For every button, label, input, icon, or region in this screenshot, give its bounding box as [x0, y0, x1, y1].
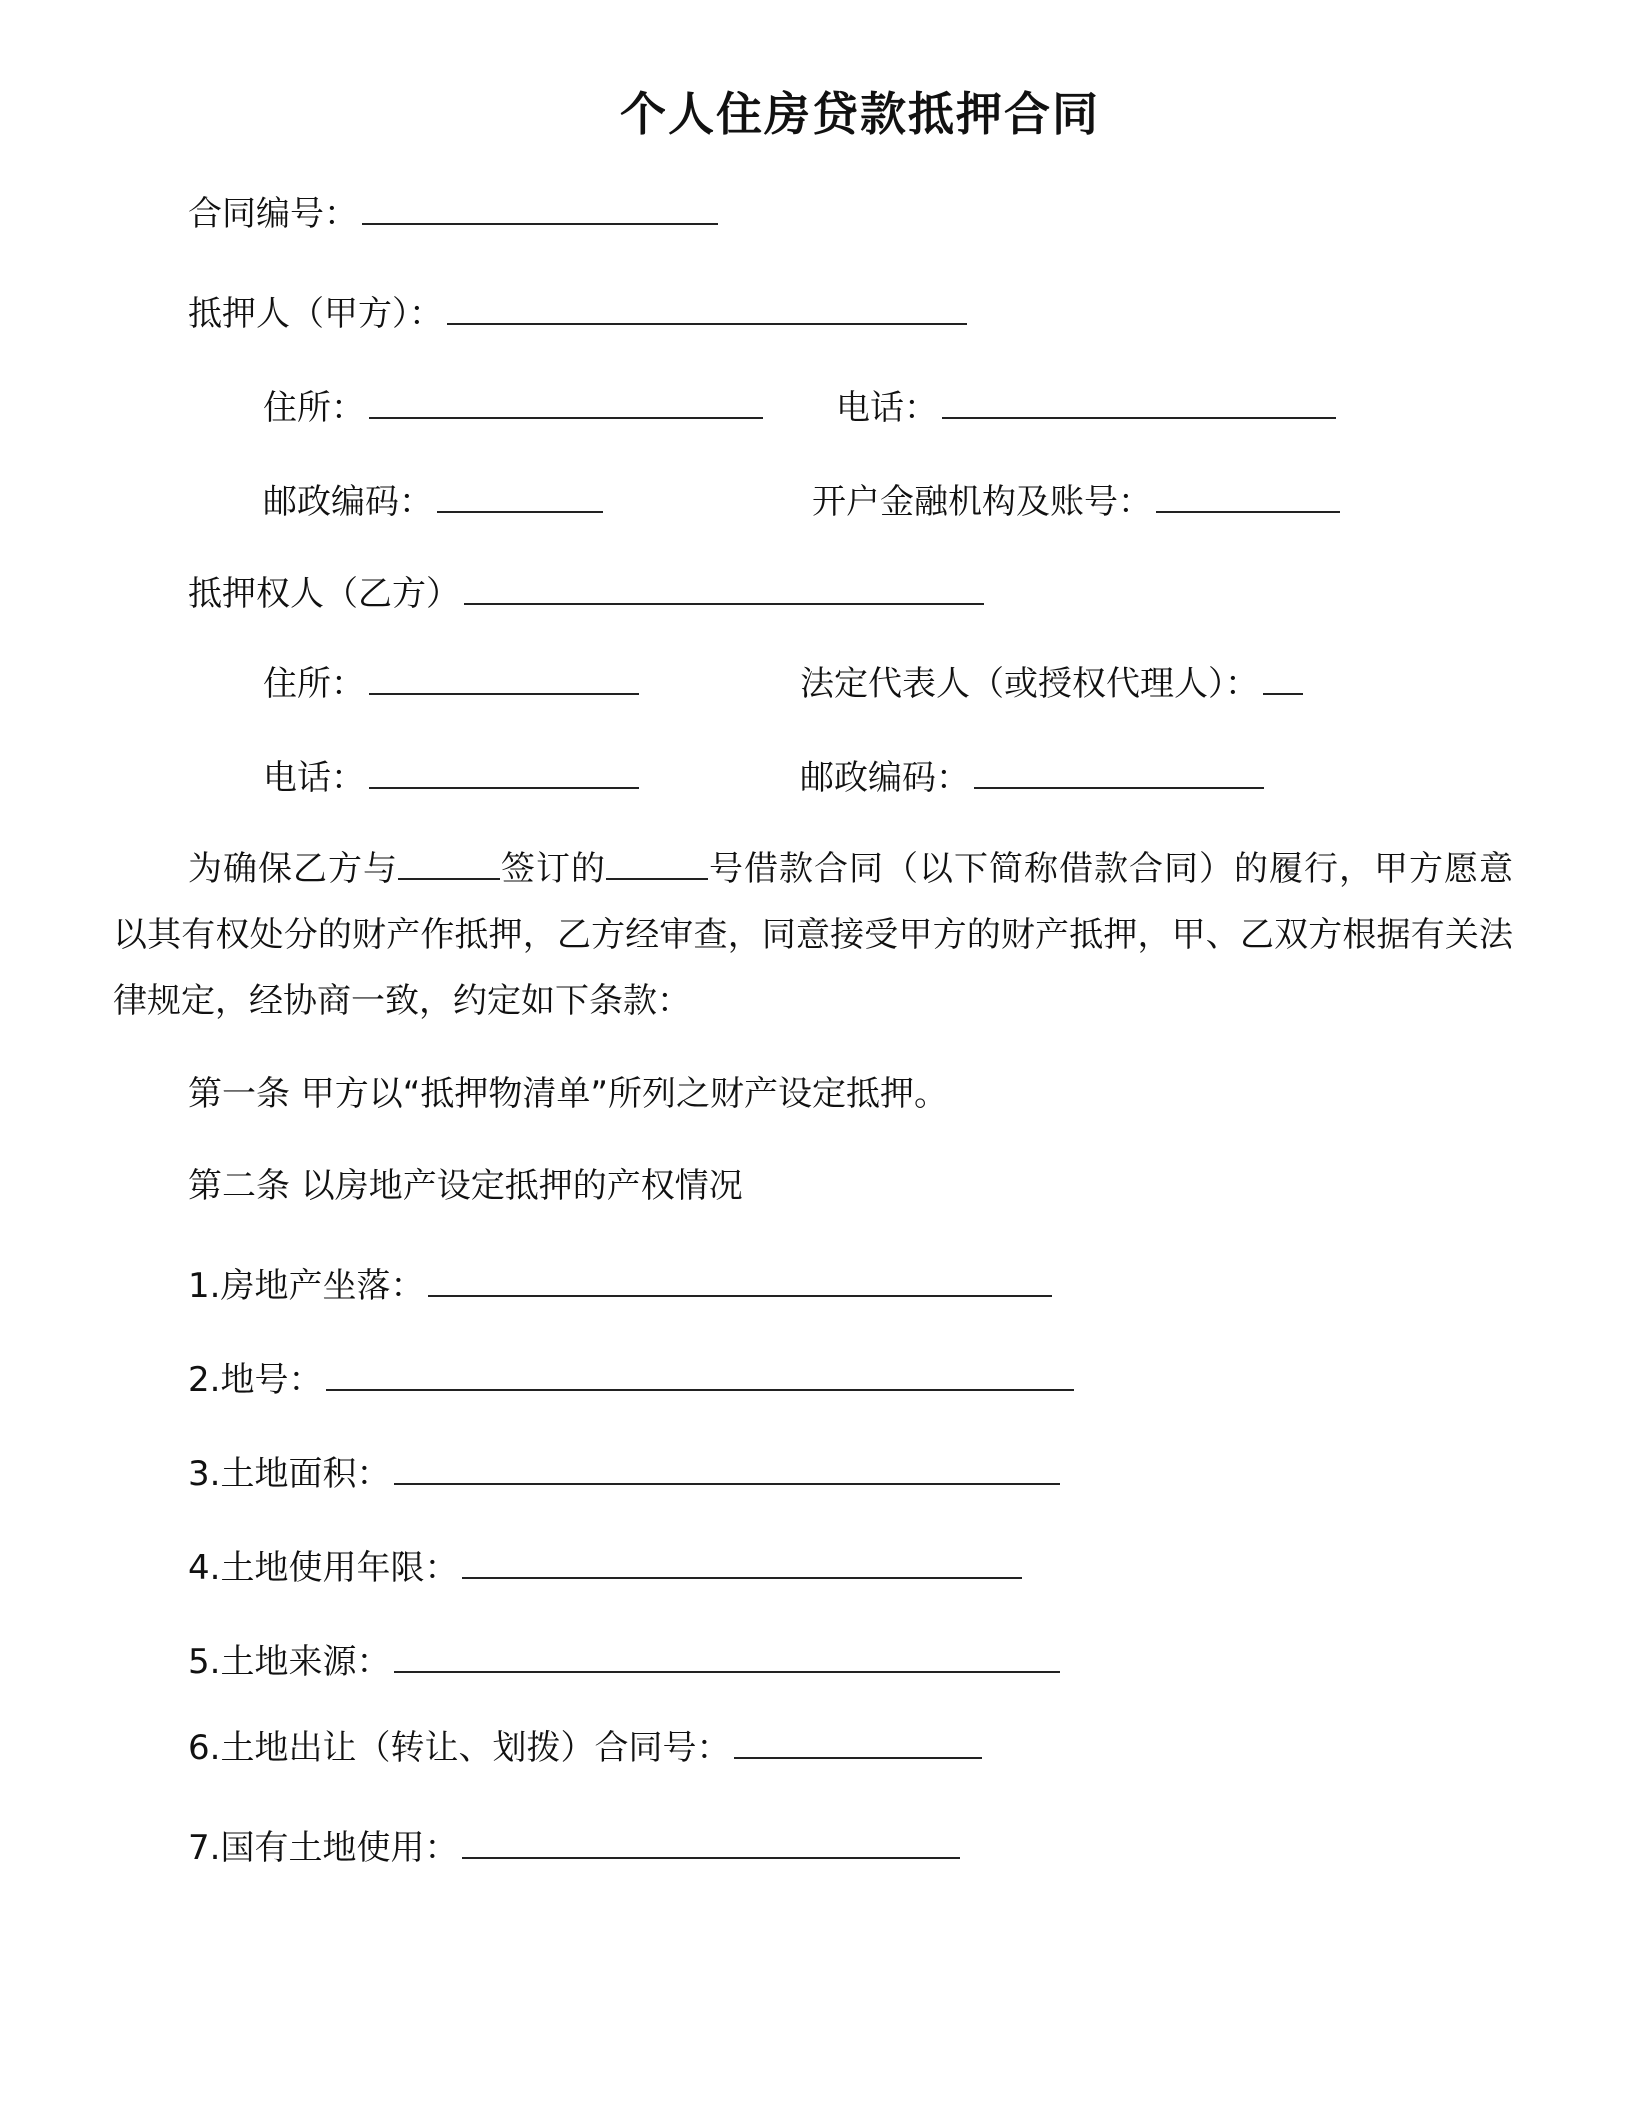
item-5-label: 5.土地来源： [188, 1642, 391, 1682]
article-2: 第二条 以房地产设定抵押的产权情况 [188, 1166, 743, 1206]
item-3-row [188, 1452, 1060, 1496]
mortgagee-phone-blank[interactable] [369, 757, 639, 789]
mortgagor-phone-row [836, 386, 1336, 430]
intro-text-3: 号借款合同（以下简称借款合同）的履行，甲方愿意以其有权处分的财产作抵押，乙方经审查，同意接受甲方的财产抵押，甲、乙双方根据有关法律规定，经协商一致，约定如下条款： [113, 849, 1513, 1021]
mortgagor-postcode-row [263, 480, 603, 524]
mortgagee-phone-row [263, 756, 639, 800]
mortgagee-postcode-row [800, 756, 1264, 800]
contract-number-row [188, 192, 718, 236]
mortgagee-address-blank[interactable] [369, 663, 639, 695]
item-2-row [188, 1358, 1074, 1402]
mortgagee-rep-blank[interactable] [1263, 663, 1303, 695]
mortgagor-blank[interactable] [447, 293, 967, 325]
item-1-row [188, 1264, 1052, 1308]
mortgagee-address-label: 住所： [263, 664, 365, 704]
item-5-row [188, 1640, 1060, 1684]
intro-text-2: 签订的 [500, 849, 606, 889]
mortgagee-label: 抵押权人（乙方） [188, 574, 460, 614]
mortgagor-row [188, 292, 967, 336]
item-3-label: 3.土地面积： [188, 1454, 391, 1494]
item-5-blank[interactable] [394, 1641, 1060, 1673]
mortgagee-rep-label: 法定代表人（或授权代理人）： [800, 664, 1259, 704]
item-1-label: 1.房地产坐落： [188, 1266, 425, 1306]
mortgagee-address-row [263, 662, 639, 706]
mortgagee-rep-row [800, 662, 1303, 706]
mortgagor-postcode-label: 邮政编码： [263, 482, 433, 522]
item-2-blank[interactable] [326, 1359, 1074, 1391]
intro-text-1: 为确保乙方与 [188, 849, 398, 889]
mortgagor-address-row [263, 386, 763, 430]
mortgagor-bank-row [812, 480, 1340, 524]
mortgagee-row [188, 572, 984, 616]
mortgagor-bank-label: 开户金融机构及账号： [812, 482, 1152, 522]
contract-number-label: 合同编号： [188, 194, 358, 234]
item-4-blank[interactable] [462, 1547, 1022, 1579]
item-7-row [188, 1826, 960, 1870]
mortgagor-address-blank[interactable] [369, 387, 763, 419]
item-2-label: 2.地号： [188, 1360, 323, 1400]
item-4-label: 4.土地使用年限： [188, 1548, 459, 1588]
item-6-label: 6.土地出让（转让、划拨）合同号： [188, 1728, 731, 1768]
mortgagor-label: 抵押人（甲方）： [188, 294, 443, 334]
contract-number-blank[interactable] [362, 193, 718, 225]
mortgagor-address-label: 住所： [263, 388, 365, 428]
article-1: 第一条 甲方以“抵押物清单”所列之财产设定抵押。 [188, 1074, 949, 1114]
intro-party-blank[interactable] [398, 848, 500, 880]
item-3-blank[interactable] [394, 1453, 1060, 1485]
mortgagee-postcode-blank[interactable] [974, 757, 1264, 789]
item-4-row [188, 1546, 1022, 1590]
item-7-label: 7.国有土地使用： [188, 1828, 459, 1868]
mortgagee-blank[interactable] [464, 573, 984, 605]
intro-contract-no-blank[interactable] [606, 848, 708, 880]
item-6-row [188, 1726, 982, 1770]
mortgagor-phone-label: 电话： [836, 388, 938, 428]
item-1-blank[interactable] [428, 1265, 1052, 1297]
item-7-blank[interactable] [462, 1827, 960, 1859]
intro-paragraph [113, 836, 1513, 1034]
mortgagor-postcode-blank[interactable] [437, 481, 603, 513]
document-title: 个人住房贷款抵押合同 [620, 87, 1100, 141]
mortgagee-postcode-label: 邮政编码： [800, 758, 970, 798]
mortgagee-phone-label: 电话： [263, 758, 365, 798]
mortgagor-phone-blank[interactable] [942, 387, 1336, 419]
mortgagor-bank-blank[interactable] [1156, 481, 1340, 513]
item-6-blank[interactable] [734, 1727, 982, 1759]
